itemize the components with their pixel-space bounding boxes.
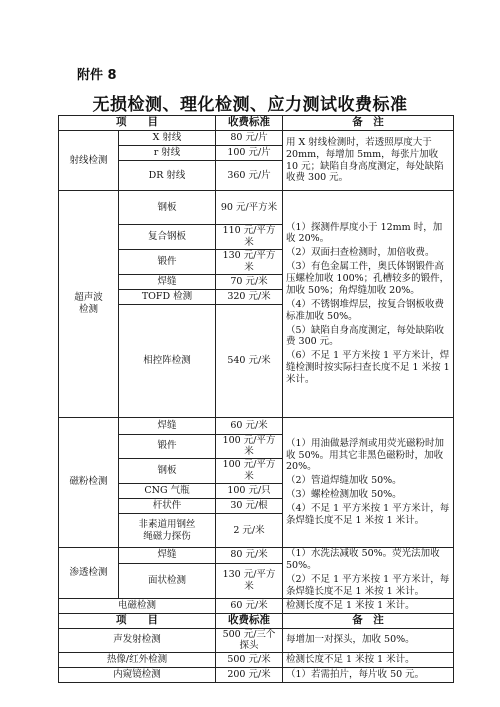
item-name: 焊缝 (119, 548, 216, 564)
table-row (59, 668, 454, 683)
item-name: 内窥镜检测 (59, 668, 216, 683)
item-name: r 射线 (119, 146, 216, 161)
item-fee: 30 元/根 (216, 499, 283, 514)
remark-penetrant (283, 548, 454, 599)
remark-magnetic (283, 417, 454, 548)
item-name: 钢板 (119, 459, 216, 484)
item-name: 面状检测 (119, 563, 216, 598)
remark-ultrasonic (283, 191, 454, 418)
header-item: 项 目 (59, 613, 216, 628)
item-name: X 射线 (119, 131, 216, 146)
item-fee: 200 元/米 (216, 668, 283, 683)
item-name: 锻件 (119, 434, 216, 459)
remark-line: （5）缺陷自身高度测定，每处缺陷收费 300 元。 (286, 324, 445, 348)
category-ultrasonic-line2: 检测 (78, 303, 98, 315)
table-row (59, 598, 454, 613)
item-fee: 540 元/米 (216, 304, 283, 417)
remark-line: （2）管道焊缝加收 50%。 (286, 475, 402, 487)
category-ultrasonic (59, 191, 119, 418)
category-penetrant: 渗透检测 (59, 548, 119, 599)
item-name: 声发射检测 (59, 628, 216, 653)
table-row (59, 131, 454, 146)
item-name: 焊缝 (119, 274, 216, 289)
item-name-line2: 绳磁力探伤 (143, 530, 191, 542)
item-name: 杆状件 (119, 499, 216, 514)
remark-line: （4）不足 1 平方米按 1 平方米计，每条焊缝长度不足 1 米按 1 米计。 (286, 503, 450, 526)
header-remark: 备 注 (283, 116, 454, 131)
remark-line: （4）不锈钢堆焊层，按复合钢板收费标准加收 50%。 (286, 298, 445, 322)
item-fee: 100 元/只 (216, 484, 283, 499)
item-fee: 90 元/平方米 (216, 191, 283, 225)
item-remark: （1）若需拍片，每片收 50 元。 (283, 668, 454, 683)
item-fee: 70 元/米 (216, 274, 283, 289)
remark-line: （1）探测件厚度小于 12mm 时，加收 20%。 (286, 221, 443, 245)
item-fee: 130 元/平方米 (216, 249, 283, 274)
category-ultrasonic-line1: 超声波 (74, 291, 103, 303)
item-name: 锻件 (119, 249, 216, 274)
table-row (59, 628, 454, 653)
remark-radiography: 用 X 射线检测时，若透照厚度大于 20mm，每增加 5mm，每张片加收 10 元；缺陷自身高度测定，每处缺陷收费 300 元。 (283, 131, 454, 191)
item-fee: 100 元/平方米 (216, 459, 283, 484)
header-remark: 备 注 (283, 613, 454, 628)
item-name (119, 514, 216, 548)
remark-line: （3）螺栓检测加收 50%。 (286, 489, 402, 501)
category-radiography: 射线检测 (59, 131, 119, 191)
item-fee: 80 元/片 (216, 131, 283, 146)
item-name: TOFD 检测 (119, 289, 216, 304)
item-remark: 检测长度不足 1 米按 1 米计。 (283, 653, 454, 668)
page-title: 无损检测、理化检测、应力测试收费标准 (92, 95, 408, 115)
remark-line: （1）用油做悬浮剂或用荧光磁粉时加收 50%。用其它非黑色磁粉时，加收 20%。 (286, 437, 445, 473)
item-remark: 检测长度不足 1 米按 1 米计。 (283, 598, 454, 613)
header-item: 项 目 (59, 116, 216, 131)
item-fee: 60 元/米 (216, 417, 283, 434)
item-name: 复合钢板 (119, 225, 216, 250)
table-header-row (59, 116, 454, 131)
item-fee: 80 元/米 (216, 548, 283, 564)
table-row (59, 417, 454, 434)
table-row (59, 653, 454, 668)
item-fee: 2 元/米 (216, 514, 283, 548)
table-row (59, 191, 454, 225)
item-name: 相控阵检测 (119, 304, 216, 417)
remark-line: （2）不足 1 平方米按 1 平方米计，每条焊缝长度不足 1 米按 1 米计。 (286, 573, 450, 597)
item-name: DR 射线 (119, 161, 216, 191)
item-name-line1: 非素道用钢丝 (138, 518, 196, 530)
table-header-row (59, 613, 454, 628)
attachment-label: 附件 8 (77, 68, 117, 83)
item-fee: 130 元/平方米 (216, 563, 283, 598)
item-fee: 60 元/米 (216, 598, 283, 613)
remark-line: （6）不足 1 平方米按 1 平方米计，焊缝检测时按实际扫查长度不足 1 米按 1 米计。 (286, 350, 450, 386)
header-fee: 收费标准 (216, 116, 283, 131)
item-fee: 500 元/三个探头 (216, 628, 283, 653)
item-name: CNG 气瓶 (119, 484, 216, 499)
item-name: 焊缝 (119, 417, 216, 434)
header-fee: 收费标准 (216, 613, 283, 628)
remark-line: （2）双面扫查检测时，加倍收费。 (286, 247, 435, 259)
item-fee: 320 元/米 (216, 289, 283, 304)
item-fee: 110 元/平方米 (216, 225, 283, 250)
table-row (59, 548, 454, 564)
item-remark: 每增加一对探头，加收 50%。 (283, 628, 454, 653)
item-fee: 360 元/片 (216, 161, 283, 191)
item-fee: 100 元/片 (216, 146, 283, 161)
item-name: 电磁检测 (59, 598, 216, 613)
item-fee: 500 元/米 (216, 653, 283, 668)
remark-line: （1）水洗法减收 50%。荧光法加收 50%。 (286, 548, 440, 571)
category-magnetic: 磁粉检测 (59, 417, 119, 548)
fee-table (58, 115, 454, 683)
item-name: 热像/红外检测 (59, 653, 216, 668)
remark-line: （3）有色金属工件，奥氏体钢锻件高压螺栓加收 100%；孔槽较多的锻件，加收 50%；角焊缝加收 20%。 (286, 261, 450, 296)
item-fee: 100 元/平方米 (216, 434, 283, 459)
item-name: 钢板 (119, 191, 216, 225)
